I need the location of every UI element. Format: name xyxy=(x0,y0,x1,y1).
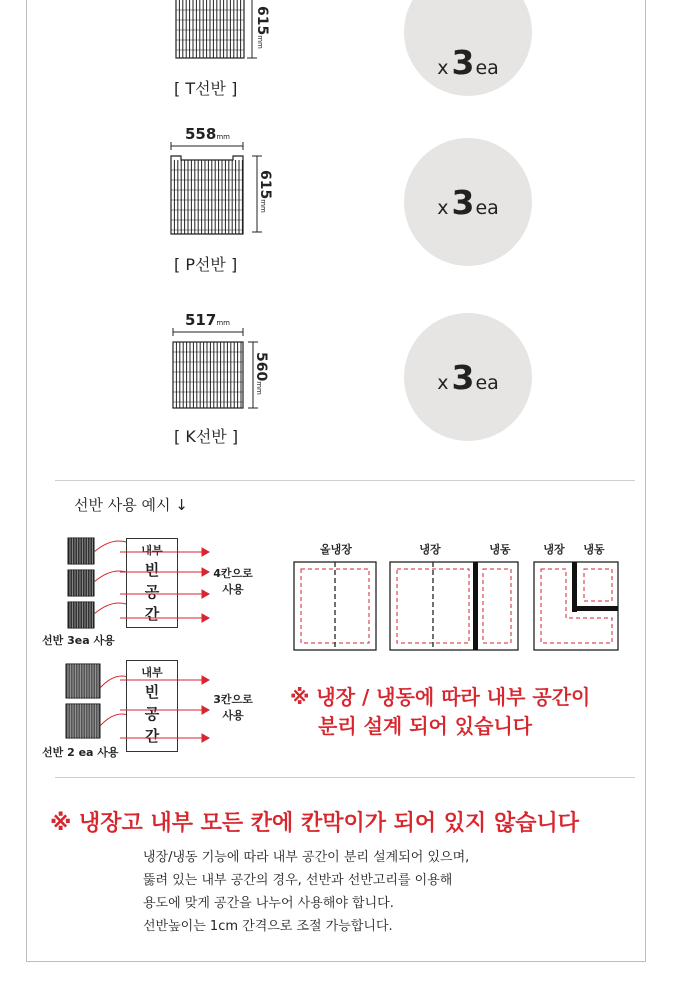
partition-warning: ※ 냉장고 내부 모든 칸에 칸막이가 되어 있지 않습니다 xyxy=(50,811,579,836)
usage-description: 냉장/냉동 기능에 따라 내부 공간이 분리 설계되어 있으며, 뚫려 있는 내부 공간의 경우, 선반과 선반고리를 이용해 용도에 맞게 공간을 나누어 사용해야 합니다. 선반높이는 1cm 간격으로 조절 가능합니다. xyxy=(143,850,470,934)
k-shelf-width: 517mm xyxy=(185,311,230,329)
case1-caption: 선반 3ea 사용 xyxy=(42,634,115,647)
separation-note: ※ 냉장 / 냉동에 따라 내부 공간이 분리 설계 되어 있습니다 xyxy=(290,685,591,738)
p-shelf-qty-circle xyxy=(404,138,532,266)
p-shelf-qty: x 3 ea xyxy=(437,182,499,222)
k-shelf-qty: x 3 ea xyxy=(437,357,499,397)
k-shelf-height: 560mm xyxy=(253,352,269,395)
diagram2-label-b: 냉동 xyxy=(489,543,511,556)
diagram2-label-a: 냉장 xyxy=(419,543,441,556)
case2-arrows xyxy=(110,660,220,750)
k-shelf-qty-circle xyxy=(404,313,532,441)
case1-panel: 내부 빈 공 간 xyxy=(126,538,178,628)
case2-side-label: 3칸으로 사용 xyxy=(213,693,253,722)
p-shelf-width: 558mm xyxy=(185,125,230,143)
divider-2 xyxy=(55,777,635,778)
divider-1 xyxy=(55,480,635,481)
p-shelf-height: 615mm xyxy=(257,170,273,213)
case1-side-label: 4칸으로 사용 xyxy=(213,567,253,596)
compartment-diagrams xyxy=(290,560,630,656)
t-shelf-qty: x 3 ea xyxy=(437,42,499,82)
diagram1-label: 올냉장 xyxy=(320,543,352,556)
t-shelf-caption: [ T선반 ] xyxy=(174,79,238,98)
case2-caption: 선반 2 ea 사용 xyxy=(42,746,119,759)
case2-panel: 내부 빈 공 간 xyxy=(126,660,178,752)
k-shelf-caption: [ K선반 ] xyxy=(174,427,239,446)
diagram3-label-b: 냉동 xyxy=(583,543,605,556)
t-shelf-height: 615mm xyxy=(254,6,270,49)
diagram3-label-a: 냉장 xyxy=(543,543,565,556)
example-title: 선반 사용 예시 ↓ xyxy=(74,496,188,514)
p-shelf-caption: [ P선반 ] xyxy=(174,255,238,274)
case1-arrows xyxy=(110,538,220,628)
